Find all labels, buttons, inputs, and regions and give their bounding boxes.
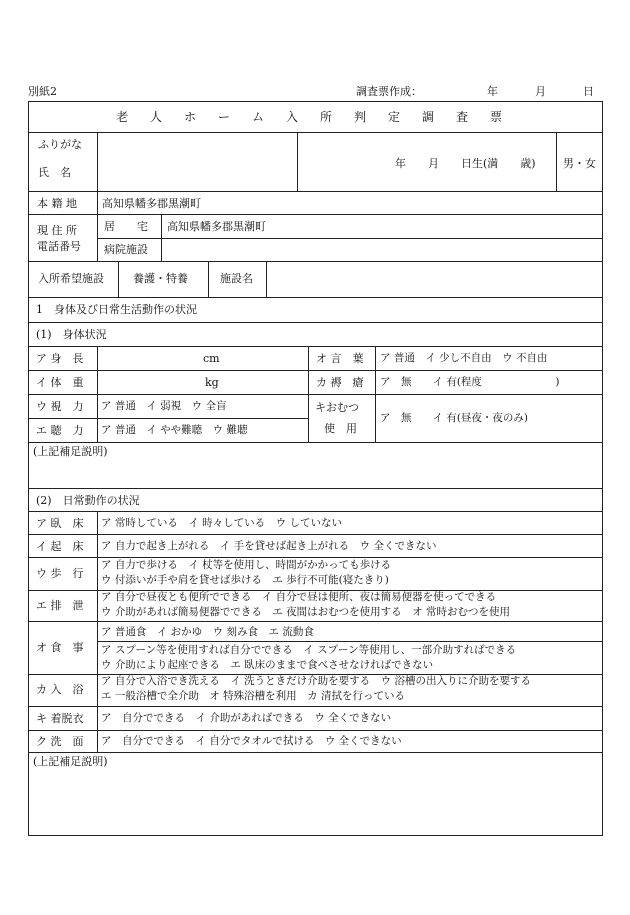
facility-type[interactable]: 養護・特養 <box>133 272 188 285</box>
height-unit[interactable]: cm <box>203 352 220 365</box>
bath-options-1[interactable]: ア 自分で入浴でき洗える イ 洗うときだけ介助を要する ウ 浴槽の出入りに介助を要する <box>101 675 532 687</box>
address-label: 現 住 所 <box>37 224 77 237</box>
vision-options[interactable]: ア 普通 イ 弱視 ウ 全盲 <box>101 400 227 412</box>
created-day: 日 <box>583 85 594 98</box>
speech-options[interactable]: ア 普通 イ 少し不自由 ウ 不自由 <box>380 352 548 364</box>
weight-label: イ 体 重 <box>36 376 84 389</box>
meal-label: オ 食 事 <box>36 641 84 654</box>
furigana-label: ふりがな <box>38 138 82 151</box>
supplement-note-2: (上記補足説明) <box>33 755 108 768</box>
height-label: ア 身 長 <box>36 352 84 365</box>
form-title: 老人ホーム入所判定調査票 <box>116 110 525 124</box>
home-label: 居 宅 <box>104 220 148 233</box>
phone-label: 電話番号 <box>37 240 81 253</box>
vision-label: ウ 視 力 <box>36 400 84 413</box>
pressure-sore-label: カ 褥 瘡 <box>316 376 364 389</box>
section2-title: (2) 日常動作の状況 <box>36 494 140 507</box>
lying-options[interactable]: ア 常時している イ 時々している ウ していない <box>101 517 343 529</box>
hospital-label: 病院施設 <box>104 243 148 256</box>
walk-options-2[interactable]: ウ 付添いが手や肩を貸せば歩ける エ 歩行不可能(寝たきり) <box>101 574 389 586</box>
created-label: 調査票作成： <box>356 85 422 98</box>
bath-options-2[interactable]: エ 一般浴槽で全介助 オ 特殊浴槽を利用 カ 清拭を行っている <box>101 690 406 702</box>
rise-label: イ 起 床 <box>36 540 84 553</box>
pressure-sore-options[interactable]: ア 無 イ 有(程度 ) <box>380 376 560 388</box>
home-address-value[interactable]: 高知県幡多郡黒潮町 <box>167 220 266 233</box>
supplement-field-2[interactable] <box>29 770 602 834</box>
honseki-label: 本 籍 地 <box>37 197 77 210</box>
excretion-options-2[interactable]: ウ 介助があれば簡易便器でできる エ 夜間はおむつを使用する オ 常時おむつを使用 <box>101 606 511 618</box>
name-label: 氏 名 <box>38 166 71 179</box>
hearing-label: エ 聴 力 <box>36 424 84 437</box>
excretion-label: エ 排 泄 <box>36 599 84 612</box>
dressing-options[interactable]: ア 自分でできる イ 介助があればできる ウ 全くできない <box>101 712 392 724</box>
walk-label: ウ 歩 行 <box>36 567 84 580</box>
facility-label: 入所希望施設 <box>38 272 104 285</box>
face-wash-options[interactable]: ア 自分でできる イ 自分でタオルで拭ける ウ 全くできない <box>101 735 402 747</box>
face-wash-label: ク 洗 面 <box>36 735 84 748</box>
birthdate-field[interactable]: 年 月 日生(満 歳) <box>395 157 536 170</box>
walk-options-1[interactable]: ア 自力で歩ける イ 杖等を使用し、時間がかかっても歩ける <box>101 559 392 571</box>
rise-options[interactable]: ア 自力で起き上がれる イ 手を貸せば起き上がれる ウ 全くできない <box>101 540 437 552</box>
facility-name-field[interactable] <box>267 262 602 296</box>
lying-label: ア 臥 床 <box>36 517 84 530</box>
hospital-field[interactable] <box>162 239 602 260</box>
meal-options-1[interactable]: ア 普通食 イ おかゆ ウ 刻み食 エ 流動食 <box>101 626 314 638</box>
diaper-options[interactable]: ア 無 イ 有(昼夜・夜のみ) <box>380 412 529 424</box>
attachment-label: 別紙2 <box>28 85 57 98</box>
weight-unit[interactable]: kg <box>205 376 219 389</box>
sex-field[interactable]: 男・女 <box>563 157 596 170</box>
hearing-options[interactable]: ア 普通 イ やや難聴 ウ 難聴 <box>101 424 248 436</box>
section1-title: 1 身体及び日常生活動作の状況 <box>36 303 197 316</box>
facility-name-label: 施設名 <box>220 272 253 285</box>
diaper-label-2: 使 用 <box>324 422 357 435</box>
diaper-label: キおむつ <box>315 401 359 414</box>
created-month: 月 <box>535 85 546 98</box>
supplement-field-1[interactable] <box>29 460 602 487</box>
meal-options-3[interactable]: ウ 介助により起座できる エ 臥床のままで食べさせなければできない <box>101 659 434 671</box>
created-year: 年 <box>487 85 498 98</box>
bath-label: カ 入 浴 <box>36 683 84 696</box>
meal-options-2[interactable]: ア スプーン等を使用すれば自分でできる イ スプーン等使用し、一部介助すればできる <box>101 644 517 656</box>
honseki-value[interactable]: 高知県幡多郡黒潮町 <box>102 197 201 210</box>
excretion-options-1[interactable]: ア 自分で昼夜とも便所でできる イ 自分で昼は便所、夜は簡易便器を使ってできる <box>101 591 497 603</box>
speech-label: オ 言 葉 <box>316 352 364 365</box>
body-status-title: (1) 身体状況 <box>36 328 107 341</box>
supplement-note-1: (上記補足説明) <box>33 445 108 458</box>
dressing-label: キ 着脱衣 <box>36 712 84 725</box>
name-field[interactable] <box>98 133 296 190</box>
